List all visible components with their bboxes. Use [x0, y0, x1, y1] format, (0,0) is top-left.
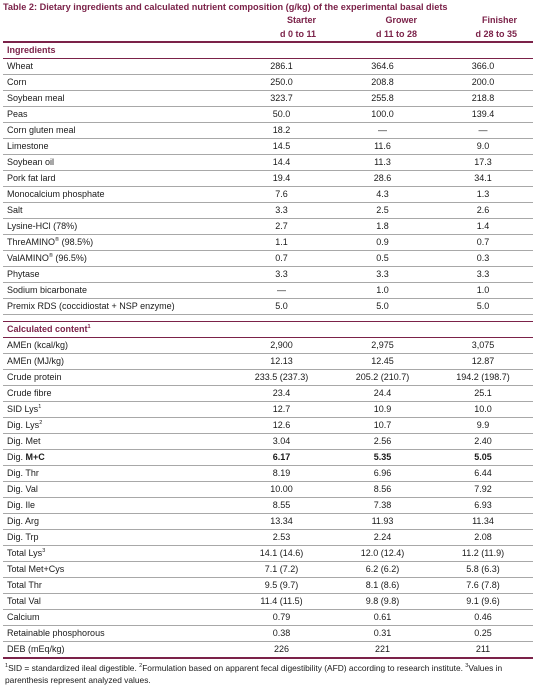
row-label-text: Total Thr	[7, 580, 42, 590]
row-label	[3, 354, 231, 370]
row-label-text: Monocalcium phosphate	[7, 189, 105, 199]
row-value: 2.40	[433, 434, 533, 450]
calculated-row	[3, 594, 533, 610]
row-value: 1.4	[433, 219, 533, 235]
row-value: 18.2	[231, 123, 332, 139]
row-value: 3.3	[231, 203, 332, 219]
row-value: 11.2 (11.9)	[433, 546, 533, 562]
row-label-text: AMEn (kcal/kg)	[7, 340, 69, 350]
row-label-text: Limestone	[7, 141, 49, 151]
row-value: 364.6	[332, 59, 433, 75]
row-value: 19.4	[231, 171, 332, 187]
row-label-text: Salt	[7, 205, 23, 215]
row-label	[3, 338, 231, 354]
ingredients-row	[3, 235, 533, 251]
row-value: 0.9	[332, 235, 433, 251]
row-value: —	[332, 123, 433, 139]
row-value: 23.4	[231, 386, 332, 402]
calculated-row	[3, 498, 533, 514]
row-value: 5.05	[433, 450, 533, 466]
row-value: 2,900	[231, 338, 332, 354]
row-value: 218.8	[433, 91, 533, 107]
calculated-row	[3, 530, 533, 546]
row-value: 10.0	[433, 402, 533, 418]
row-label	[3, 546, 231, 562]
row-label-bold: M+C	[25, 452, 45, 462]
row-label-text: Sodium bicarbonate	[7, 285, 88, 295]
row-value: 0.3	[433, 251, 533, 267]
header-row-names	[3, 13, 533, 27]
row-value: 11.34	[433, 514, 533, 530]
row-label	[3, 594, 231, 610]
footnote-marker: 2	[139, 663, 143, 669]
row-label	[3, 107, 231, 123]
row-label-text: Crude fibre	[7, 388, 52, 398]
row-value: 12.0 (12.4)	[332, 546, 433, 562]
header-starter-days: d 0 to 11	[231, 27, 332, 42]
row-label	[3, 75, 231, 91]
row-label	[3, 402, 231, 418]
row-value: 8.19	[231, 466, 332, 482]
row-value: 211	[433, 642, 533, 659]
section-heading-sup: 1	[87, 324, 91, 330]
calculated-row	[3, 546, 533, 562]
row-label-text: Premix RDS (coccidiostat + NSP enzyme)	[7, 301, 175, 311]
row-label	[3, 626, 231, 642]
row-label	[3, 155, 231, 171]
row-value: 250.0	[231, 75, 332, 91]
footnote-text: SID = standardized ileal digestible.	[8, 663, 140, 673]
footnote	[3, 662, 533, 686]
row-value: 14.1 (14.6)	[231, 546, 332, 562]
header-starter: Starter	[286, 15, 316, 25]
row-label-text: Dig. Ile	[7, 500, 36, 510]
row-value: 3.3	[433, 267, 533, 283]
row-label-text: Total Val	[7, 596, 41, 606]
ingredients-row	[3, 299, 533, 315]
header-grower-days: d 11 to 28	[332, 27, 433, 42]
calculated-row	[3, 434, 533, 450]
row-label	[3, 171, 231, 187]
calculated-row	[3, 626, 533, 642]
row-value: 9.0	[433, 139, 533, 155]
row-value: 9.9	[433, 418, 533, 434]
row-value: 11.6	[332, 139, 433, 155]
row-value: 0.31	[332, 626, 433, 642]
row-value: 12.7	[231, 402, 332, 418]
section-heading: Ingredients	[3, 42, 533, 59]
section-calculated	[3, 322, 533, 338]
row-label	[3, 299, 231, 315]
row-label	[3, 386, 231, 402]
row-value: 5.0	[332, 299, 433, 315]
row-value: 10.00	[231, 482, 332, 498]
row-value: 1.0	[332, 283, 433, 299]
nutrient-table	[3, 13, 533, 659]
row-label	[3, 578, 231, 594]
section-heading-text: Calculated content	[7, 324, 88, 334]
row-value: 6.93	[433, 498, 533, 514]
row-value: 11.93	[332, 514, 433, 530]
row-label	[3, 91, 231, 107]
row-value: 10.9	[332, 402, 433, 418]
row-label	[3, 642, 231, 659]
calculated-row	[3, 610, 533, 626]
row-value: 11.4 (11.5)	[231, 594, 332, 610]
row-value: 12.6	[231, 418, 332, 434]
calculated-row	[3, 450, 533, 466]
row-value: 2.5	[332, 203, 433, 219]
table-title: Table 2: Dietary ingredients and calculated nutrient composition (g/kg) of the experimental basal diets	[3, 2, 448, 12]
row-value: 7.38	[332, 498, 433, 514]
ingredients-row	[3, 139, 533, 155]
row-value: 7.6	[231, 187, 332, 203]
row-value: 10.7	[332, 418, 433, 434]
row-label-text: Total Lys	[7, 548, 43, 558]
row-value: 6.96	[332, 466, 433, 482]
section-gap	[3, 315, 533, 322]
row-label	[3, 187, 231, 203]
header-blank	[3, 27, 231, 42]
row-value: —	[433, 123, 533, 139]
row-value: 194.2 (198.7)	[433, 370, 533, 386]
row-value: 14.5	[231, 139, 332, 155]
row-label-text: SID Lys	[7, 404, 39, 414]
row-value: 100.0	[332, 107, 433, 123]
row-value: 205.2 (210.7)	[332, 370, 433, 386]
row-label-sup: 2	[39, 420, 43, 426]
row-value: 233.5 (237.3)	[231, 370, 332, 386]
row-label-text: Dig. Trp	[7, 532, 39, 542]
row-value: 13.34	[231, 514, 332, 530]
ingredients-row	[3, 107, 533, 123]
row-label-text: Retainable phosphorous	[7, 628, 105, 638]
row-label	[3, 498, 231, 514]
row-label-sup: 1	[38, 404, 42, 410]
row-label-text: Pork fat lard	[7, 173, 56, 183]
row-label	[3, 514, 231, 530]
ingredients-row	[3, 155, 533, 171]
row-value: 0.79	[231, 610, 332, 626]
row-label-text: Dig. Arg	[7, 516, 40, 526]
footnote-text: Formulation based on apparent fecal digestibility (AFD) according to research institute.	[142, 663, 466, 673]
row-label	[3, 418, 231, 434]
row-value: 9.8 (9.8)	[332, 594, 433, 610]
row-value: 7.92	[433, 482, 533, 498]
ingredients-row	[3, 171, 533, 187]
row-value: 25.1	[433, 386, 533, 402]
row-value: 200.0	[433, 75, 533, 91]
calculated-row	[3, 482, 533, 498]
row-label-text: Corn gluten meal	[7, 125, 76, 135]
row-value: 4.3	[332, 187, 433, 203]
row-value: 6.17	[231, 450, 332, 466]
row-value: 9.1 (9.6)	[433, 594, 533, 610]
row-label-text: Soybean oil	[7, 157, 55, 167]
row-label	[3, 482, 231, 498]
row-value: 3.04	[231, 434, 332, 450]
row-label	[3, 370, 231, 386]
row-label-text: Peas	[7, 109, 28, 119]
row-label-sup: ®	[55, 237, 60, 243]
header-grower: Grower	[385, 15, 417, 25]
row-label-text: ThreAMINO	[7, 237, 56, 247]
row-label	[3, 283, 231, 299]
header-blank	[3, 13, 231, 27]
ingredients-row	[3, 187, 533, 203]
ingredients-row	[3, 283, 533, 299]
gap-cell	[3, 315, 533, 322]
row-label	[3, 203, 231, 219]
row-label	[3, 610, 231, 626]
row-value: 366.0	[433, 59, 533, 75]
row-value: 12.45	[332, 354, 433, 370]
row-label-sup: ®	[48, 253, 53, 259]
row-value: 50.0	[231, 107, 332, 123]
row-value: 28.6	[332, 171, 433, 187]
row-value: 0.7	[231, 251, 332, 267]
row-label-text: Crude protein	[7, 372, 62, 382]
row-label-text: Dig.	[7, 452, 26, 462]
row-label-suffix: (98.5%)	[59, 237, 94, 247]
row-value: 2.7	[231, 219, 332, 235]
ingredients-row	[3, 251, 533, 267]
row-value: 0.38	[231, 626, 332, 642]
row-value: 0.25	[433, 626, 533, 642]
calculated-row	[3, 402, 533, 418]
row-label	[3, 59, 231, 75]
row-label-text: Corn	[7, 77, 27, 87]
row-value: 5.8 (6.3)	[433, 562, 533, 578]
section-heading	[3, 322, 533, 338]
row-value: 226	[231, 642, 332, 659]
row-label	[3, 251, 231, 267]
row-value: 9.5 (9.7)	[231, 578, 332, 594]
calculated-row	[3, 370, 533, 386]
row-value: 5.35	[332, 450, 433, 466]
row-value: 34.1	[433, 171, 533, 187]
row-label-text: Dig. Met	[7, 436, 41, 446]
row-value: 8.55	[231, 498, 332, 514]
row-label	[3, 139, 231, 155]
calculated-row	[3, 578, 533, 594]
row-value: 255.8	[332, 91, 433, 107]
ingredients-row	[3, 91, 533, 107]
row-value: 2.53	[231, 530, 332, 546]
header-finisher: Finisher	[481, 15, 517, 25]
calculated-row	[3, 562, 533, 578]
row-label	[3, 267, 231, 283]
row-value: 8.56	[332, 482, 433, 498]
row-label-text: ValAMINO	[7, 253, 49, 263]
row-label	[3, 219, 231, 235]
ingredients-row	[3, 219, 533, 235]
row-value: 2,975	[332, 338, 433, 354]
calculated-row	[3, 466, 533, 482]
row-value: 8.1 (8.6)	[332, 578, 433, 594]
row-label-text: Soybean meal	[7, 93, 65, 103]
row-label-text: Phytase	[7, 269, 40, 279]
row-label-text: Wheat	[7, 61, 34, 71]
row-label-text: DEB (mEq/kg)	[7, 644, 65, 654]
row-value: 3,075	[433, 338, 533, 354]
section-ingredients	[3, 42, 533, 59]
row-value: 6.2 (6.2)	[332, 562, 433, 578]
row-value: 221	[332, 642, 433, 659]
row-label-text: AMEn (MJ/kg)	[7, 356, 65, 366]
row-label-text: Total Met+Cys	[7, 564, 65, 574]
row-value: 12.87	[433, 354, 533, 370]
calculated-row	[3, 642, 533, 659]
row-label	[3, 466, 231, 482]
row-label-text: Dig. Val	[7, 484, 38, 494]
ingredients-row	[3, 59, 533, 75]
row-value: 1.0	[433, 283, 533, 299]
row-label-text: Dig. Lys	[7, 420, 40, 430]
header-finisher-days: d 28 to 35	[433, 27, 533, 42]
row-value: 5.0	[231, 299, 332, 315]
row-value: 14.4	[231, 155, 332, 171]
row-value: 11.3	[332, 155, 433, 171]
ingredients-row	[3, 123, 533, 139]
row-value: 0.7	[433, 235, 533, 251]
row-value: 1.3	[433, 187, 533, 203]
calculated-row	[3, 514, 533, 530]
row-value: 0.46	[433, 610, 533, 626]
header-row-days	[3, 27, 533, 42]
row-label-text: Dig. Thr	[7, 468, 39, 478]
row-value: 208.8	[332, 75, 433, 91]
footnote-marker: 1	[5, 663, 9, 669]
row-value: 1.8	[332, 219, 433, 235]
row-value: 24.4	[332, 386, 433, 402]
row-value: 2.56	[332, 434, 433, 450]
row-label-text: Lysine-HCl (78%)	[7, 221, 78, 231]
calculated-row	[3, 338, 533, 354]
row-value: 1.1	[231, 235, 332, 251]
row-value: 3.3	[231, 267, 332, 283]
row-value: 2.08	[433, 530, 533, 546]
row-value: 0.5	[332, 251, 433, 267]
row-value: 5.0	[433, 299, 533, 315]
row-label	[3, 530, 231, 546]
row-value: 139.4	[433, 107, 533, 123]
row-value: 286.1	[231, 59, 332, 75]
row-value: 17.3	[433, 155, 533, 171]
ingredients-row	[3, 267, 533, 283]
row-value: —	[231, 283, 332, 299]
ingredients-row	[3, 203, 533, 219]
row-value: 2.24	[332, 530, 433, 546]
calculated-row	[3, 386, 533, 402]
row-value: 323.7	[231, 91, 332, 107]
row-label	[3, 235, 231, 251]
ingredients-row	[3, 75, 533, 91]
calculated-row	[3, 418, 533, 434]
row-label	[3, 434, 231, 450]
row-label-suffix: (96.5%)	[52, 253, 87, 263]
row-label-text: Calcium	[7, 612, 40, 622]
row-value: 6.44	[433, 466, 533, 482]
row-value: 7.1 (7.2)	[231, 562, 332, 578]
row-label	[3, 562, 231, 578]
footnote-marker: 3	[465, 663, 469, 669]
row-label	[3, 123, 231, 139]
row-value: 2.6	[433, 203, 533, 219]
row-value: 7.6 (7.8)	[433, 578, 533, 594]
row-value: 12.13	[231, 354, 332, 370]
row-value: 0.61	[332, 610, 433, 626]
row-value: 3.3	[332, 267, 433, 283]
calculated-row	[3, 354, 533, 370]
row-label-sup: 3	[42, 548, 46, 554]
row-label	[3, 450, 231, 466]
footnote-text: Values in parenthesis represent analyzed values.	[5, 663, 503, 685]
table-body	[3, 13, 533, 658]
